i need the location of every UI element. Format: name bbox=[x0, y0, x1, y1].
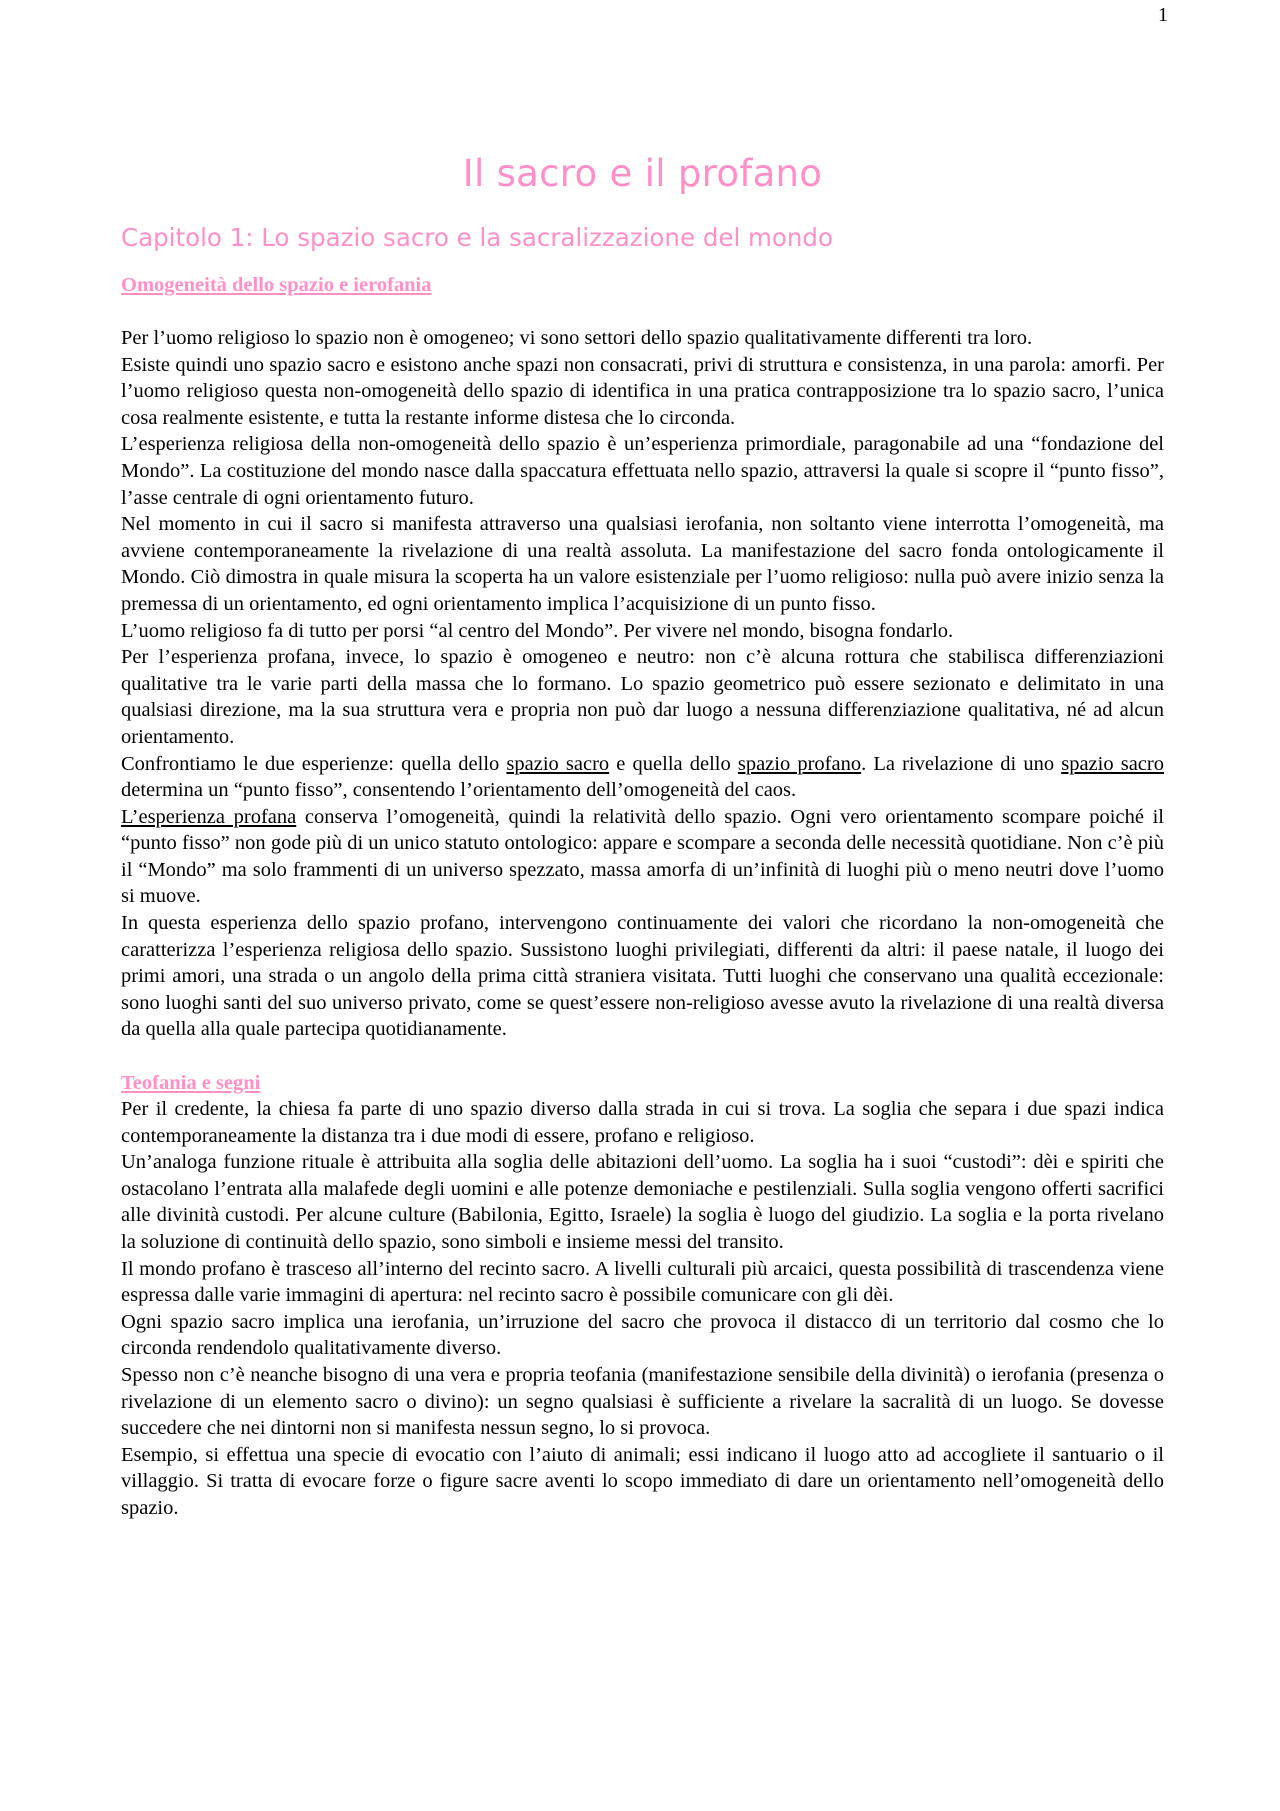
paragraph-text: determina un “punto fisso”, consentendo l’orientamento dell’omogeneità del caos. bbox=[121, 779, 797, 802]
paragraph: Spesso non c’è neanche bisogno di una vera e propria teofania (manifestazione sensibile della divinità) o ierofania (presenza o rivelazione di un elemento sacro o divino): un segno qualsiasi è sufficiente a rivelare la sacralità di un luogo. Se dovesse succedere che nei dintorni non si manifesta nessun segno, lo si provoca. bbox=[121, 1363, 1164, 1440]
paragraph: Ogni spazio sacro implica una ierofania, un’irruzione del sacro che provoca il distacco di un territorio dal cosmo che lo circonda rendendolo qualitativamente diverso. bbox=[121, 1310, 1164, 1360]
paragraph: Per l’esperienza profana, invece, lo spazio è omogeneo e neutro: non c’è alcuna rottura che stabilisca differenziazioni qualitative tra le varie parti della massa che lo formano. Lo spazio geometrico può essere sezionato e delimitato in una qualsiasi direzione, ma la sua struttura vera e propria non può dar luogo a nessuna differenziazione qualitativa, né ad alcun orientamento. bbox=[121, 646, 1164, 748]
paragraph bbox=[121, 751, 1164, 804]
paragraph: Nel momento in cui il sacro si manifesta attraverso una qualsiasi ierofania, non soltanto viene interrotta l’omogeneità, ma avviene contemporaneamente la rivelazione di una realtà assoluta. La manifestazione del sacro fonda ontologicamente il Mondo. Ciò dimostra in quale misura la scoperta ha un valore esistenziale per l’uomo religioso: nulla può avere inizio senza la premessa di un orientamento, ed ogni orientamento implica l’acquisizione di un punto fisso. bbox=[121, 513, 1164, 615]
paragraph: Il mondo profano è trasceso all’interno del recinto sacro. A livelli culturali più arcaici, questa possibilità di trascendenza viene espressa dalle varie immagini di apertura: nel recinto sacro è possibile comunicare con gli dèi. bbox=[121, 1257, 1164, 1307]
paragraph: In questa esperienza dello spazio profano, intervengono continuamente dei valori che ricordano la non-omogeneità che caratterizza l’esperienza religiosa dello spazio. Sussistono luoghi privilegiati, differenti da altri: il paese natale, il luogo dei primi amori, una strada o un angolo della prima città straniera visitata. Tutti luoghi che conservano una qualità eccezionale: sono luoghi santi del suo universo privato, come se quest’essere non-religioso avesse avuto la rivelazione di una realtà diversa da quella alla quale partecipa quotidianamente. bbox=[121, 912, 1164, 1041]
paragraph: Per l’uomo religioso lo spazio non è omogeneo; vi sono settori dello spazio qualitativamente differenti tra loro. bbox=[121, 327, 1033, 349]
document-body bbox=[121, 148, 1164, 1522]
paragraph: Esempio, si effettua una specie di evocatio con l’aiuto di animali; essi indicano il luogo atto ad accogliete il santuario o il villaggio. Si tratta di evocare forze o figure sacre aventi lo scopo immediato di dare un orientamento nell’omogeneità dello spazio. bbox=[121, 1443, 1164, 1519]
paragraph-text: Confrontiamo le due esperienze: quella dello bbox=[121, 752, 507, 775]
underlined-term: spazio sacro bbox=[506, 752, 610, 775]
paragraph: L’uomo religioso fa di tutto per porsi “al centro del Mondo”. Per vivere nel mondo, bisogna fondarlo. bbox=[121, 619, 954, 642]
section-omogeneita bbox=[121, 272, 1164, 1043]
section-heading: Teofania e segni bbox=[121, 1071, 261, 1094]
section-teofania bbox=[121, 1070, 1164, 1522]
paragraph-text: e quella dello bbox=[609, 752, 738, 775]
paragraph bbox=[121, 804, 1164, 910]
paragraph-text: . La rivelazione di uno bbox=[861, 752, 1062, 775]
section-heading: Omogeneità dello spazio e ierofania bbox=[121, 274, 432, 296]
paragraph: Per il credente, la chiesa fa parte di uno spazio diverso dalla strada in cui si trova. La soglia che separa i due spazi indica contemporaneamente la distanza tra i due modi di essere, profano e religioso. bbox=[121, 1098, 1164, 1147]
paragraph: Esiste quindi uno spazio sacro e esistono anche spazi non consacrati, privi di struttura e consistenza, in una parola: amorfi. Per l’uomo religioso questa non-omogeneità dello spazio di identifica in una pratica contrapposizione tra lo spazio sacro, l’unica cosa realmente esistente, e tutta la restante informe distesa che lo circonda. bbox=[121, 353, 1164, 429]
paragraph: L’esperienza religiosa della non-omogeneità dello spazio è un’esperienza primordiale, paragonabile ad una “fondazione del Mondo”. La costituzione del mondo nasce dalla spaccatura effettuata nello spazio, attraversi la quale si scopre il “punto fisso”, l’asse centrale di ogni orientamento futuro. bbox=[121, 433, 1164, 509]
underlined-term: L’esperienza profana bbox=[121, 805, 297, 828]
page-number: 1 bbox=[1158, 4, 1168, 26]
underlined-term: spazio profano bbox=[737, 752, 862, 775]
chapter-title: Capitolo 1: Lo spazio sacro e la sacralizzazione del mondo bbox=[121, 223, 833, 252]
underlined-term: spazio sacro bbox=[1061, 752, 1164, 775]
document-title: Il sacro e il profano bbox=[462, 152, 823, 195]
paragraph: Un’analoga funzione rituale è attribuita alla soglia delle abitazioni dell’uomo. La soglia ha i suoi “custodi”: dèi e spiriti che ostacolano l’entrata alla malafede degli uomini e alle potenze demoniache e pestilenziali. Sulla soglia vengono offerti sacrifici alle divinità custodi. Per alcune culture (Babilonia, Egitto, Israele) la soglia è luogo del giudizio. La soglia e la porta rivelano la soluzione di continuità dello spazio, sono simboli e insieme messi del transito. bbox=[121, 1151, 1164, 1253]
paragraph-text: conserva l’omogeneità, quindi la relatività dello spazio. Ogni vero orientamento scompare poiché il “punto fisso” non gode più di un unico statuto ontologico: appare e scompare a seconda delle necessità quotidiane. Non c’è più il “Mondo” ma solo frammenti di un universo spezzato, massa amorfa di un’infinità di luoghi più o meno neutri dove l’uomo si muove. bbox=[121, 805, 1164, 908]
